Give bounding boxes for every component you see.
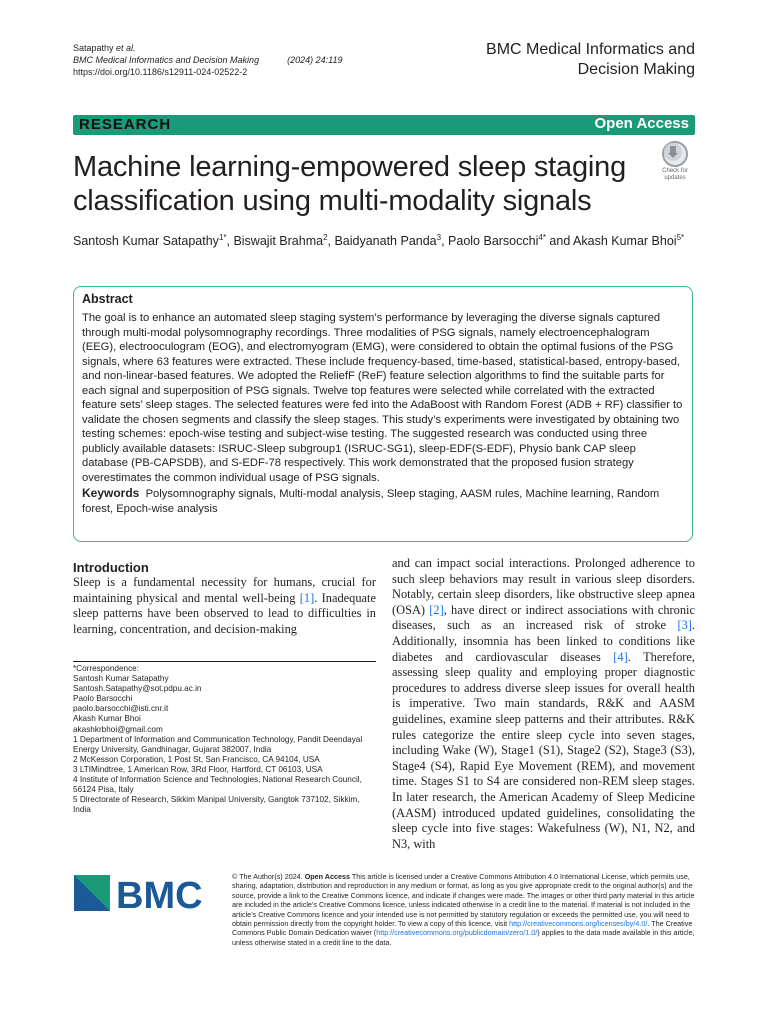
introduction-heading: Introduction (73, 560, 149, 575)
bmc-logo (74, 873, 212, 913)
license-suffix: ) applies to the data made available in this article, unless otherwise stated in a credit line to the data. (232, 928, 695, 947)
intro-left-column (73, 575, 376, 637)
intro-text-6: . Therefore, assessing sleep quality and employing proper diagnostic procedures to address diverse sleep issues for overall health is imperative. Two main standards, R&K and AASM guidelines, examine sleep patterns and their attributes. R&K rules categorize the entire sleep cycle into seven stages, including Wake (W), Stage1 (S1), Stage2 (S2), Stage3 (S3), Stage4 (S4), Rapid Eye Movement (REM), and movement time. Stages S1 to S4 are considered non-REM sleep stages. In later research, the American Academy of Sleep Medicine (AASM) introduced updated guidelines, consolidating the sleep cycle into five stages: Wakefulness (W), N1, N2, and N3, with (392, 649, 696, 851)
affiliation: 4 Institute of Information Science and Technologies, National Research Council, 56124 Pisa, Italy (73, 775, 362, 795)
intro-text-2: . Inadequate sleep patterns have been observed to lead to difficulties in learning, concentration, and decision-making (73, 590, 376, 636)
affiliation: 1 Department of Information and Communication Technology, Pandit Deendayal Energy University, Gandhinagar, Gujarat 382007, India (73, 734, 363, 754)
license-body: This article is licensed under a Creative Commons Attribution 4.0 International License, which permits use, sharing, adaptation, distribution and reproduction in any medium or format, as long as you give appropriate credit to the original author(s) and the source, provide a link to the Creative Commons licence, and indicate if changes were made. The images or other third party material in this article are included in the article’s Creative Commons licence, unless indicated otherwise in a credit line to the material. If material is not included in the article’s Creative Commons licence and your intended use is not permitted by statutory regulation or exceeds the permitted use, you will need to obtain permission directly from the copyright holder. To view a copy of this licence, visit (232, 872, 695, 929)
affiliation: 2 McKesson Corporation, 1 Post St, San Francisco, CA 94104, USA (73, 754, 320, 764)
license-link[interactable]: http://creativecommons.org/publicdomain/zero/1.0/ (376, 928, 538, 938)
affiliation: 3 LTIMindtree, 1 American Row, 3Rd Floor, Hartford, CT 06103, USA (73, 764, 323, 774)
header-et-al: et al. (116, 43, 136, 53)
intro-text-3: and can impact social interactions. Prolonged adherence to such sleep behaviors may result in various sleep disorders. Notably, certain sleep disorders, like obstructive sleep apnea (OSA) (392, 556, 695, 617)
license-mid: . The Creative Commons Public Domain Dedication waiver ( (232, 919, 693, 938)
license-prefix: © The Author(s) 2024. (232, 872, 305, 881)
check-updates-line2: updates (664, 175, 686, 181)
keywords-text: Polysomnography signals, Multi-modal analysis, Sleep staging, AASM rules, Machine learning, Random forest, Epoch-wise analysis (82, 488, 660, 515)
footnote-divider (73, 661, 376, 662)
header-author: Satapathy (73, 43, 114, 53)
citation-link[interactable]: [3] (677, 618, 692, 633)
corr-name: Akash Kumar Bhoi (73, 714, 141, 724)
license-oa: Open Access (304, 872, 350, 881)
article-type-banner (73, 115, 695, 135)
license-text (232, 872, 695, 947)
journal-name: BMC Medical Informatics and Decision Making (486, 41, 695, 78)
citation-link[interactable]: [4] (613, 649, 628, 664)
citation-link[interactable]: [2] (429, 602, 444, 617)
keywords-label: Keywords (82, 486, 140, 500)
license-link[interactable]: http://creativecommons.org/licenses/by/4.0/ (509, 919, 648, 929)
abstract-box (73, 286, 693, 542)
header-volume: (2024) 24:119 (287, 55, 343, 65)
keywords (82, 486, 684, 516)
author-list: Santosh Kumar Satapathy$^{1*}$, Biswajit Brahma$^2$, Baidyanath Panda$^3$, Paolo Barsocchi$^{4*}$ and Akash Kumar Bhoi$^{5*}$ (73, 233, 685, 249)
check-for-updates-badge[interactable] (655, 141, 695, 181)
open-access-label: Open Access (594, 115, 689, 132)
header-journal: BMC Medical Informatics and Decision Making (73, 55, 260, 65)
corr-name: Paolo Barsocchi (73, 694, 133, 704)
correspondence-block (73, 664, 373, 815)
abstract-heading: Abstract (82, 292, 133, 306)
logo-text: BMC (116, 875, 203, 913)
intro-text-5: . Additionally, insomnia has been linked to conditions like diabetes and cardiovascular diseases (392, 618, 695, 664)
citation-link[interactable]: [1] (299, 590, 315, 605)
header-doi[interactable]: https://doi.org/10.1186/s12911-024-02522-2 (73, 67, 248, 77)
article-title: Machine learning-empowered sleep staging classification using multi-modality signals (73, 151, 626, 217)
intro-text-4: , have direct or indirect associations with chronic diseases, such as an increased risk of stroke (392, 602, 696, 633)
corr-email[interactable]: paolo.barsocchi@isti.cnr.it (73, 704, 169, 714)
affiliation: 5 Directorate of Research, Sikkim Manipal University, Gangtok 737102, Sikkim, India (73, 795, 360, 815)
research-label: RESEARCH (79, 116, 172, 133)
check-updates-icon (662, 141, 688, 167)
corr-email[interactable]: Santosh.Satapathy@sot.pdpu.ac.in (73, 684, 202, 694)
intro-right-column (392, 556, 695, 852)
abstract-text: The goal is to enhance an automated sleep staging system’s performance by leveraging the diverse signals captured through multi-modal polysomnography recordings. Three modalities of PSG signals, namely electroencephalogram (EEG), electrooculogram (EOG), and electromyogram (EMG), were considered to obtain the optimal fusions of the PSG signals, where 63 features were extracted. These include frequency-based, time-based, statistical-based, entropy-based, and non-linear-based features. We adopted the ReliefF (ReF) feature selection algorithms to find the suitable parts for each signal and superposition of PSG signals. Twelve top features were selected while correlated with the extracted feature sets’ sleep stages. The selected features were fed into the AdaBoost with Random Forest (ADB + RF) classifier to validate the chosen segments and classify the sleep stages. This study’s experiments were investigated by obtaining two testing schemes: epoch-wise testing and subject-wise testing. The suggested research was conducted using three publicly available datasets: ISRUC-Sleep subgroup1 (ISRUC-SG1), sleep-EDF(S-EDF), Physio bank CAP sleep database (PB-CAPSDB), and S-EDF-78 respectively. This work demonstrated that the proposed fusion strategy overestimates the common individual usage of PSG signals. (82, 312, 683, 484)
check-updates-line1: Check for (662, 168, 688, 174)
corr-email[interactable]: akashkrbhoi@gmail.com (73, 724, 163, 734)
intro-text-1: Sleep is a fundamental necessity for humans, crucial for maintaining physical and mental well-being (73, 575, 376, 605)
correspondence-label: *Correspondence: (73, 664, 139, 673)
running-header (73, 42, 342, 78)
corr-name: Santosh Kumar Satapathy (73, 674, 169, 684)
